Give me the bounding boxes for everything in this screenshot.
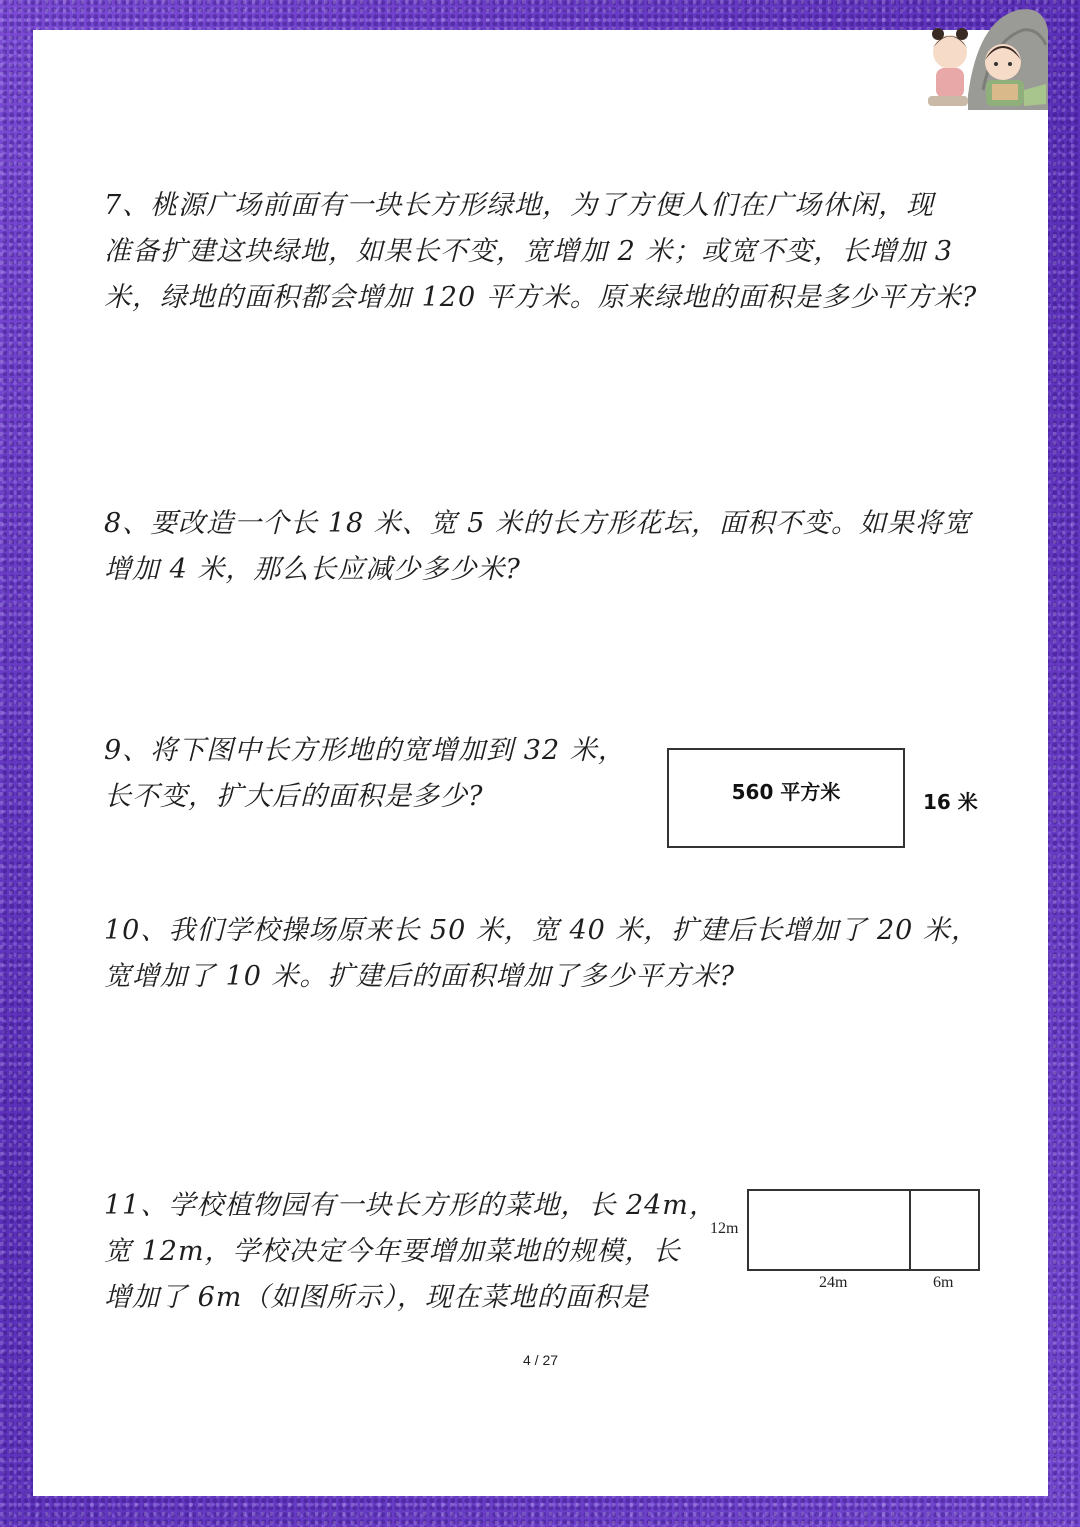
worksheet-page [33, 30, 1048, 1496]
question-11-added-length-label: 6m [933, 1274, 954, 1291]
question-9-area-label: 560 平方米 [731, 780, 841, 804]
question-11-length-label: 24m [819, 1274, 848, 1291]
question-11-divider-line [909, 1191, 911, 1269]
question-9 [104, 728, 626, 820]
question-9-rectangle-figure [667, 748, 905, 848]
question-7-line-3: 米，绿地的面积都会增加 120 平方米。原来绿地的面积是多少平方米? [104, 282, 978, 313]
reading-children-illustration [908, 0, 1048, 120]
question-10 [104, 908, 979, 1000]
question-10-line-1: 10、我们学校操场原来长 50 米，宽 40 米，扩建后长增加了 20 米， [104, 915, 979, 946]
question-11-line-3: 增加了 6m（如图所示），现在菜地的面积是 [104, 1282, 649, 1313]
question-11-line-2: 宽 12m，学校决定今年要增加菜地的规模，长 [104, 1236, 681, 1267]
question-7-line-2: 准备扩建这块绿地，如果长不变，宽增加 2 米；或宽不变，长增加 3 [104, 236, 954, 267]
question-9-line-2: 长不变，扩大后的面积是多少? [104, 781, 484, 812]
question-11-garden-figure [747, 1189, 980, 1271]
question-10-line-2: 宽增加了 10 米。扩建后的面积增加了多少平方米? [104, 961, 735, 992]
question-7 [104, 183, 977, 321]
question-8-line-1: 8、要改造一个长 18 米、宽 5 米的长方形花坛，面积不变。如果将宽 [104, 508, 972, 539]
question-9-line-1: 9、将下图中长方形地的宽增加到 32 米， [104, 735, 626, 766]
question-11-line-1: 11、学校植物园有一块长方形的菜地，长 24m， [104, 1190, 717, 1221]
page-number: 4 / 27 [522, 1352, 559, 1368]
question-11 [104, 1183, 717, 1321]
question-8-line-2: 增加 4 米，那么长应减少多少米? [104, 554, 521, 585]
question-11-height-label: 12m [710, 1220, 739, 1237]
question-9-side-label: 16 米 [923, 790, 978, 814]
question-7-line-1: 7、桃源广场前面有一块长方形绿地，为了方便人们在广场休闲，现 [104, 190, 935, 221]
question-8 [104, 501, 971, 593]
